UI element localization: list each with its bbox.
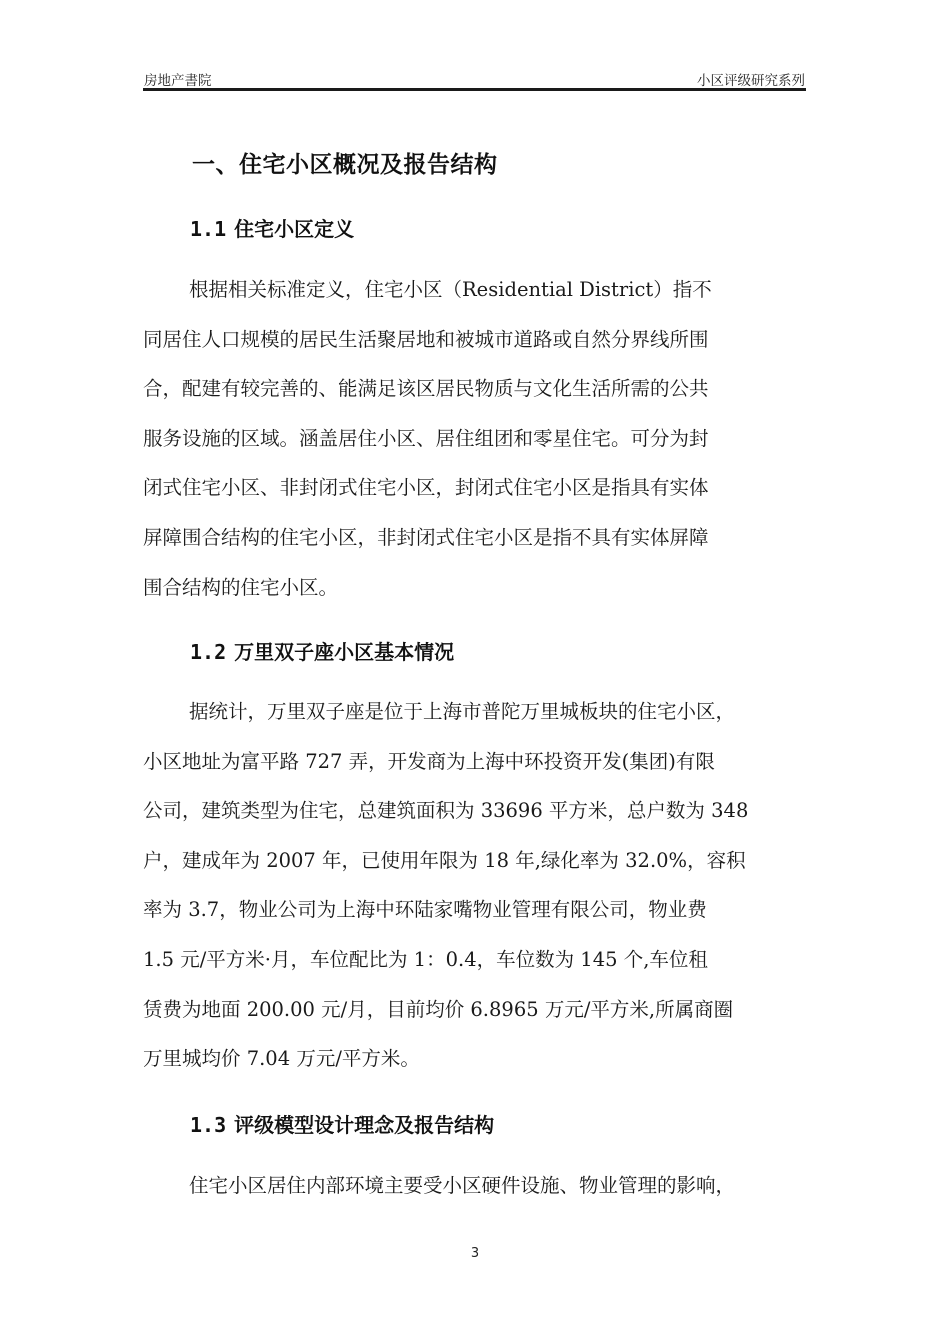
text-line: 围合结构的住宅小区。 xyxy=(143,575,339,599)
section-heading-text: 万里双子座小区基本情况 xyxy=(234,640,455,664)
chapter-title: 一、住宅小区概况及报告结构 xyxy=(192,152,498,178)
paragraph-model-design xyxy=(143,1171,813,1221)
text-line: 根据相关标准定义，住宅小区（Residential District）指不 xyxy=(189,278,712,301)
text-line: 同居住人口规模的居民生活聚居地和被城市道路或自然分界线所围 xyxy=(143,327,709,351)
paragraph-definition xyxy=(143,275,813,622)
header-publisher: 房地产書院 xyxy=(144,73,212,89)
section-heading-1-3 xyxy=(190,1109,494,1138)
text-line: 闭式住宅小区、非封闭式住宅小区，封闭式住宅小区是指具有实体 xyxy=(143,476,709,500)
paragraph-basic-info xyxy=(143,697,813,1094)
text-line: 服务设施的区域。涵盖居住小区、居住组团和零星住宅。可分为封 xyxy=(143,426,709,450)
page-header xyxy=(143,66,806,91)
text-line: 屏障围合结构的住宅小区，非封闭式住宅小区是指不具有实体屏障 xyxy=(143,525,709,549)
text-line: 住宅小区居住内部环境主要受小区硬件设施、物业管理的影响， xyxy=(189,1174,736,1197)
header-series-title: 小区评级研究系列 xyxy=(697,73,805,89)
text-line: 万里城均价 7.04 万元/平方米。 xyxy=(143,1047,420,1071)
section-heading-text: 住宅小区定义 xyxy=(234,217,355,241)
text-line: 户，建成年为 2007 年，已使用年限为 18 年,绿化率为 32.0%，容积 xyxy=(143,848,746,872)
text-line: 小区地址为富平路 727 弄，开发商为上海中环投资开发(集团)有限 xyxy=(143,749,715,773)
section-heading-1-2 xyxy=(190,636,454,665)
section-heading-text: 评级模型设计理念及报告结构 xyxy=(234,1113,495,1137)
text-line: 率为 3.7，物业公司为上海中环陆家嘴物业管理有限公司，物业费 xyxy=(143,898,707,922)
text-line: 赁费为地面 200.00 元/月，目前均价 6.8965 万元/平方米,所属商圈 xyxy=(143,997,734,1021)
section-number: 1.1 xyxy=(190,217,227,241)
page-number: 3 xyxy=(470,1246,480,1261)
section-number: 1.3 xyxy=(190,1113,227,1137)
text-line: 据统计，万里双子座是位于上海市普陀万里城板块的住宅小区， xyxy=(189,700,736,723)
text-line: 1.5 元/平方米·月，车位配比为 1：0.4，车位数为 145 个,车位租 xyxy=(143,947,708,971)
text-line: 合，配建有较完善的、能满足该区居民物质与文化生活所需的公共 xyxy=(143,377,709,401)
section-heading-1-1 xyxy=(190,213,354,242)
text-line: 公司，建筑类型为住宅，总建筑面积为 33696 平方米，总户数为 348 xyxy=(143,799,749,823)
section-number: 1.2 xyxy=(190,640,227,664)
